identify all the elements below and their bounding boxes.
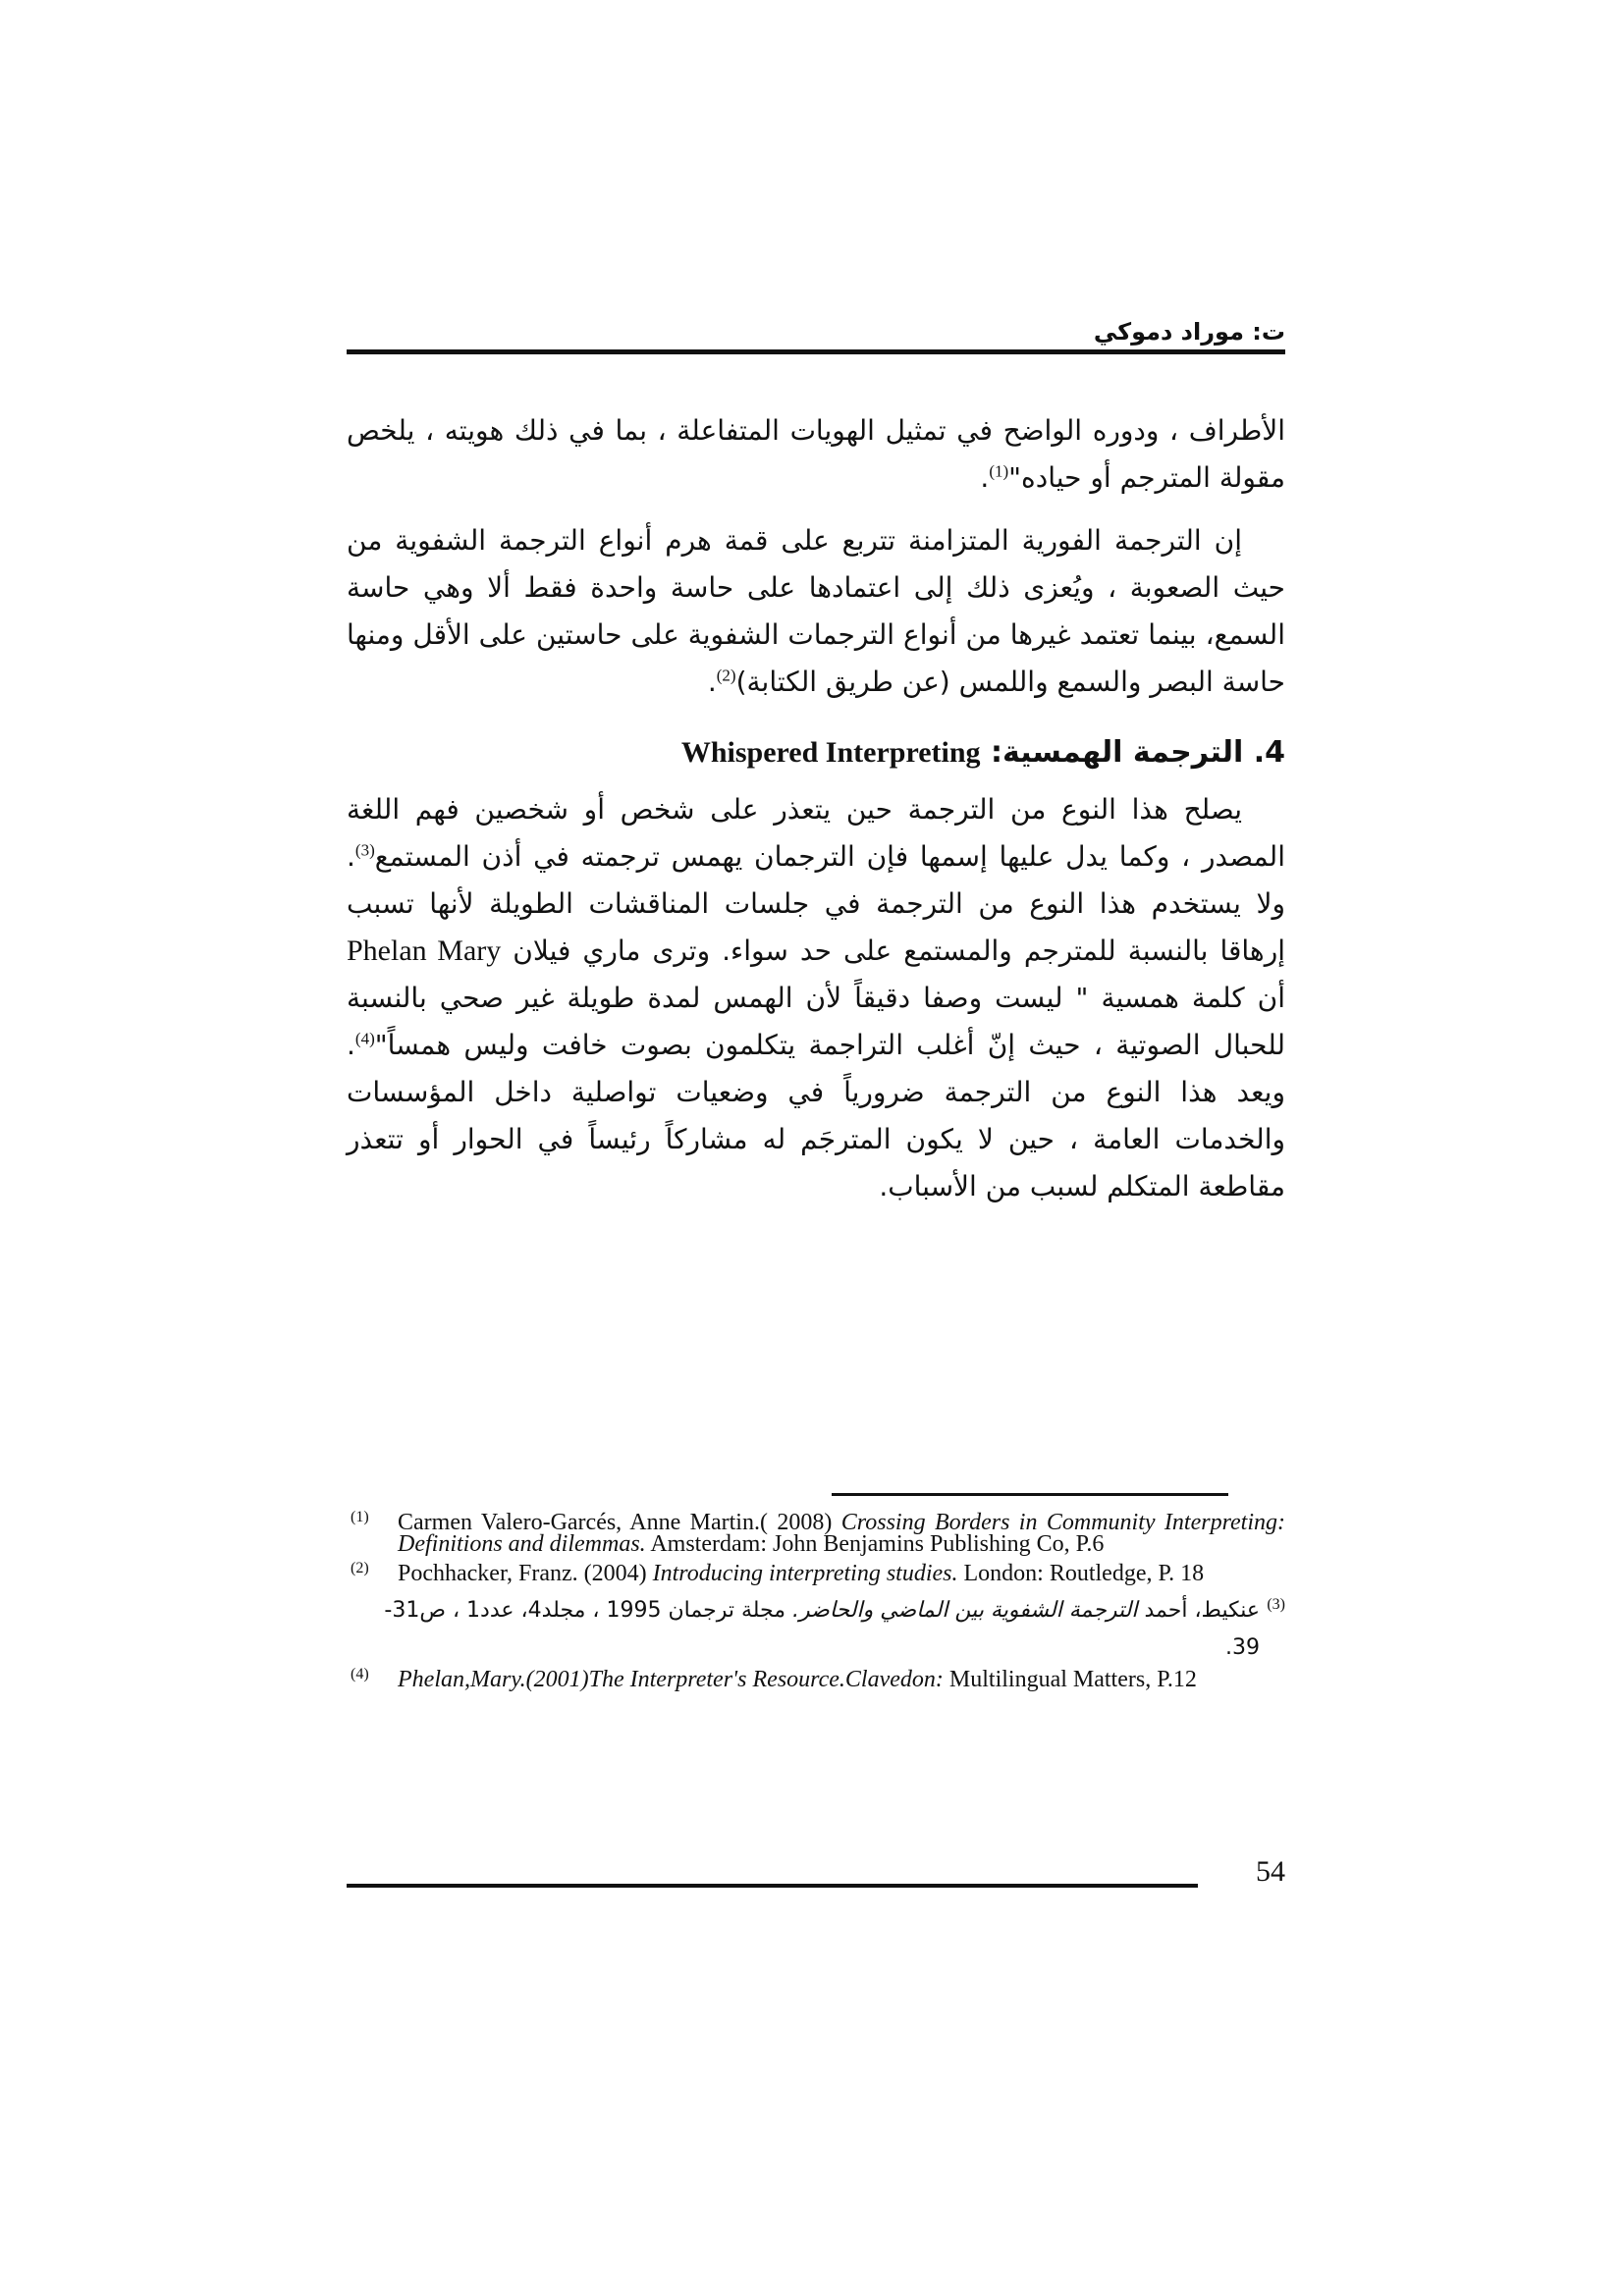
main-text	[347, 407, 1285, 1226]
paragraph-4-part-c: . ويعد هذا النوع من الترجمة ضرورياً في وضعيات تواصلية داخل المؤسسات والخدمات العامة ، حين لا يكون المترجَم له مشاركاً رئيساً في الحوار أو تتعذر مقاطعة المتكلم لسبب من الأسباب.	[347, 1029, 1285, 1202]
section-heading	[347, 727, 1285, 778]
footnote-4-number: (4)	[351, 1666, 369, 1682]
translator-name: ت: موراد دموكي	[1093, 318, 1285, 346]
footnote-2	[347, 1560, 1285, 1586]
section-title-english: Whispered Interpreting	[680, 736, 981, 769]
footnote-ref-4: (4)	[354, 1029, 375, 1048]
footnote-3-journal: مجلة ترجمان 1995 ، مجلد4، عدد1 ، ص31- 39.	[384, 1598, 1260, 1660]
footnote-2-title: Introducing interpreting studies.	[652, 1561, 958, 1586]
footnote-divider	[832, 1493, 1228, 1496]
section-number: 4.	[1253, 735, 1285, 770]
footnote-4-publisher: Multilingual Matters, P.12	[948, 1667, 1197, 1692]
page-number: 54	[1256, 1855, 1285, 1888]
paragraph-2-text: إن الترجمة الفورية المتزامنة تتربع على قمة هرم أنواع الترجمة الشفوية من حيث الصعوبة ، ويُعزى ذلك إلى اعتمادها على حاسة واحدة فقط ألا وهي حاسة السمع، بينما تعتمد غيرها من أنواع الترجمات الشفوية على حاستين على الأقل ومنها حاسة البصر والسمع واللمس (عن طريق الكتابة)	[347, 524, 1285, 698]
footnote-2-number: (2)	[351, 1560, 369, 1576]
footnote-2-publisher: London: Routledge, P. 18	[963, 1561, 1205, 1586]
footnote-1-title: Crossing Borders in Community Interpreting: Definitions and dilemmas.	[398, 1510, 1286, 1557]
paragraph-4-part-b: أن كلمة همسية " ليست وصفا دقيقاً لأن الهمس لمدة طويلة غير صحي بالنسبة للحبال الصوتية ، حيث إنّ أغلب التراجمة يتكلمون بصوت خافت وليس همساً"	[347, 982, 1285, 1061]
footnote-ref-3: (3)	[354, 840, 375, 860]
paragraph-3	[347, 786, 1285, 1210]
footnote-1-number: (1)	[351, 1509, 369, 1525]
footnotes	[347, 1509, 1286, 1698]
section-title-arabic: الترجمة الهمسية:	[991, 735, 1244, 770]
footnote-1	[347, 1509, 1286, 1557]
footnote-1-publisher: Amsterdam: John Benjamins Publishing Co, P.6	[650, 1531, 1105, 1557]
paragraph-1-text: الأطراف ، ودوره الواضح في تمثيل الهويات المتفاعلة ، بما في ذلك هويته ، يلخص مقولة المترجم أو حياده"	[347, 414, 1285, 494]
footnote-4-title: Phelan,Mary.(2001)The Interpreter's Resource.Clavedon:	[398, 1667, 944, 1692]
running-header	[347, 312, 1285, 351]
footnote-4	[347, 1666, 1285, 1692]
footer-rule	[347, 1884, 1198, 1888]
paragraph-2-end: .	[707, 666, 717, 698]
footnote-1-author: Carmen Valero-Garcés, Anne Martin.( 2008)	[398, 1510, 833, 1535]
footnote-2-author: Pochhacker, Franz. (2004)	[398, 1561, 647, 1586]
header-rule	[347, 349, 1285, 354]
footnote-3-title: الترجمة الشفوية بين الماضي والحاضر.	[792, 1598, 1138, 1623]
latin-name: Phelan Mary	[347, 934, 502, 967]
footnote-3-author: عنكيط، أحمد	[1144, 1598, 1260, 1623]
paragraph-1	[347, 407, 1285, 502]
paragraph-3-text: يصلح هذا النوع من الترجمة حين يتعذر على شخص أو شخصين فهم اللغة المصدر ، وكما يدل عليها إسمها فإن الترجمان يهمس ترجمته في أذن المستمع	[347, 793, 1285, 873]
paragraph-3-end: .	[347, 840, 355, 873]
footnote-3	[347, 1592, 1285, 1667]
footnote-ref-1: (1)	[989, 461, 1009, 481]
paragraph-2	[347, 517, 1285, 706]
footnote-3-number: (3)	[1267, 1596, 1285, 1613]
paragraph-1-end: .	[980, 461, 990, 494]
paragraph-4-part-a: ولا يستخدم هذا النوع من الترجمة في جلسات المناقشات الطويلة لأنها تسبب إرهاقا بالنسبة للمترجم والمستمع على حد سواء. وترى ماري فيلان	[347, 887, 1285, 967]
footnote-ref-2: (2)	[716, 666, 736, 685]
